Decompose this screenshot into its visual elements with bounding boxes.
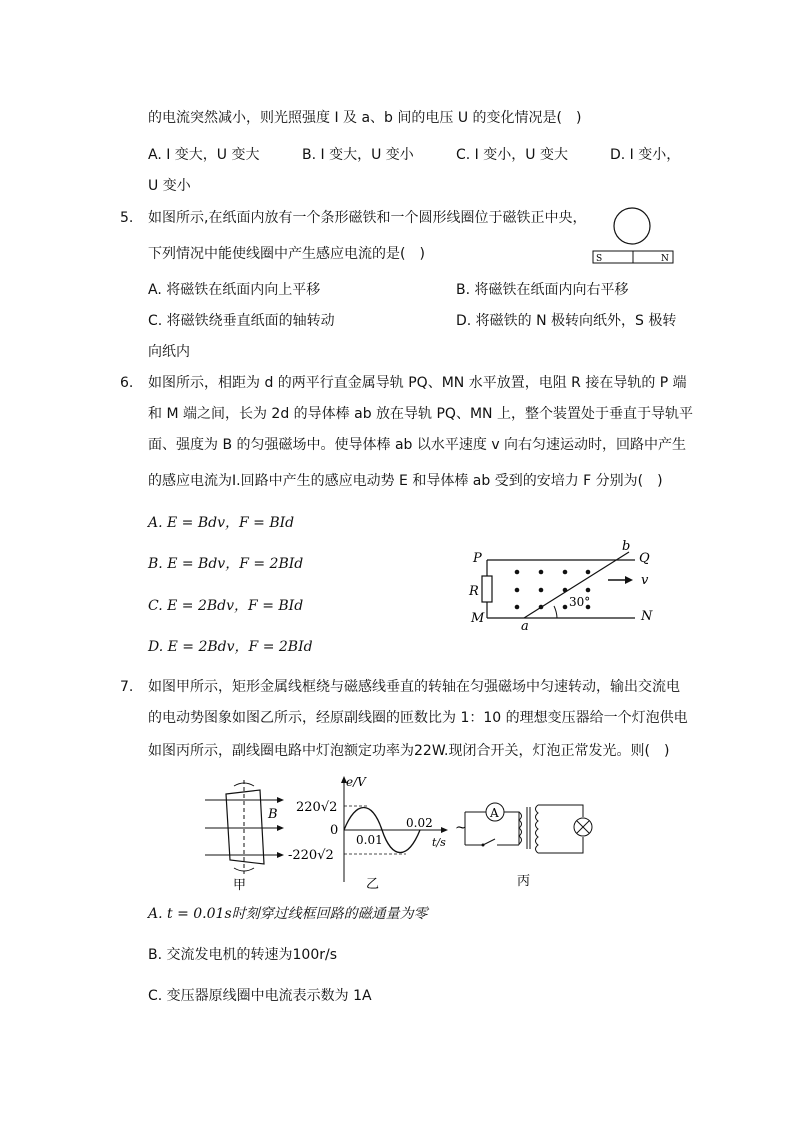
q7-option-c[interactable]: C. 变压器原线圈中电流表示数为 1A <box>148 988 372 1004</box>
q5-option-d-continuation: 向纸内 <box>148 344 190 360</box>
y-zero-label: 0 <box>330 823 339 838</box>
q5-stem-line1: 如图所示,在纸面内放有一个条形磁铁和一个圆形线圈位于磁铁正中央， <box>148 210 587 226</box>
q6-stem-line3: 面、强度为 B 的匀强磁场中。使导体棒 ab 以水平速度 v 向右匀速运动时，回路中产生 <box>148 437 687 453</box>
q5-option-a[interactable]: A. 将磁铁在纸面内向上平移 <box>148 282 321 298</box>
label-p: P <box>473 551 482 566</box>
label-r: R <box>469 584 479 599</box>
magnet-n-label: N <box>661 254 669 264</box>
q5-option-c[interactable]: C. 将磁铁绕垂直纸面的轴转动 <box>148 313 335 329</box>
y-axis-label: e/V <box>346 775 366 789</box>
secondary-coil <box>536 805 539 853</box>
caption-jia: 甲 <box>233 878 247 893</box>
caption-bing: 丙 <box>517 874 531 889</box>
q7-figure-yi <box>284 770 454 893</box>
q6-option-a[interactable]: A. E = Bdv，F = BId <box>148 515 295 531</box>
q4-option-d[interactable]: D. I 变小， <box>610 147 681 163</box>
q6-option-d[interactable]: D. E = 2Bdv，F = 2BId <box>148 639 313 655</box>
q6-stem-line1: 如图所示，相距为 d 的两平行直金属导轨 PQ、MN 水平放置，电阻 R 接在导轨的 P 端 <box>148 375 687 391</box>
q5-stem-line2: 下列情况中能使线圈中产生感应电流的是( ) <box>148 246 425 262</box>
q7-option-b[interactable]: B. 交流发电机的转速为100r/s <box>148 947 337 963</box>
y-min-label: -220√2 <box>288 848 334 863</box>
y-max-label: 220√2 <box>296 800 338 815</box>
q4-option-b[interactable]: B. I 变大，U 变小 <box>302 147 414 163</box>
ammeter-label: A <box>490 806 499 820</box>
switch-blade <box>483 839 495 845</box>
q6-rail-figure <box>465 540 665 630</box>
q5-magnet-coil-figure <box>590 200 680 270</box>
resistor-r <box>482 576 492 602</box>
label-m: M <box>471 611 485 626</box>
rotating-frame <box>226 790 264 864</box>
caption-yi: 乙 <box>366 877 380 892</box>
q7-option-a[interactable]: A. t = 0.01s时刻穿过线框回路的磁通量为零 <box>148 906 428 922</box>
q4-option-d-continuation: U 变小 <box>148 178 191 194</box>
label-a: a <box>521 619 529 630</box>
q6-number: 6. <box>120 375 134 391</box>
tick-002-label: 0.02 <box>406 816 433 830</box>
q4-option-a[interactable]: A. I 变大，U 变大 <box>148 147 260 163</box>
q6-stem-line2: 和 M 端之间，长为 2d 的导体棒 ab 放在导轨 PQ、MN 上，整个装置处于垂直于导轨平 <box>148 406 693 422</box>
q6-option-b[interactable]: B. E = Bdv，F = 2BId <box>148 556 304 572</box>
q7-figure-bing <box>455 795 605 893</box>
q7-stem-line2: 的电动势图象如图乙所示，经原副线圈的匝数比为 1：10 的理想变压器给一个灯泡供电 <box>148 710 688 726</box>
q5-number: 5. <box>120 210 134 226</box>
coil-circle <box>614 208 650 244</box>
label-b: b <box>622 540 631 554</box>
q4-option-c[interactable]: C. I 变小，U 变大 <box>456 147 568 163</box>
label-angle: 30° <box>569 595 591 609</box>
ac-source-icon: ~ <box>455 820 467 836</box>
label-q: Q <box>639 551 650 566</box>
q6-option-c[interactable]: C. E = 2Bdv，F = BId <box>148 598 304 614</box>
label-v: v <box>641 573 649 588</box>
q7-number: 7. <box>120 679 134 695</box>
x-axis-label: t/s <box>432 836 446 849</box>
q5-option-d[interactable]: D. 将磁铁的 N 极转向纸外，S 极转 <box>456 313 677 329</box>
q7-stem-line3: 如图丙所示，副线圈电路中灯泡额定功率为22W.现闭合开关，灯泡正常发光。则( ) <box>148 743 670 759</box>
q7-figure-jia <box>200 778 290 893</box>
magnet-s-label: S <box>596 254 603 264</box>
field-b-label: B <box>268 807 278 822</box>
q5-option-b[interactable]: B. 将磁铁在纸面内向右平移 <box>456 282 629 298</box>
tick-001-label: 0.01 <box>356 833 383 847</box>
q7-stem-line1: 如图甲所示，矩形金属线框绕与磁感线垂直的转轴在匀强磁场中匀速转动，输出交流电 <box>148 679 680 695</box>
label-n: N <box>641 609 653 624</box>
q4-stem-continuation: 的电流突然减小，则光照强度 I 及 a、b 间的电压 U 的变化情况是( ) <box>148 110 582 126</box>
angle-arc <box>554 606 557 618</box>
q6-stem-line4: 的感应电流为I.回路中产生的感应电动势 E 和导体棒 ab 受到的安培力 F 分别为( ) <box>148 473 663 489</box>
